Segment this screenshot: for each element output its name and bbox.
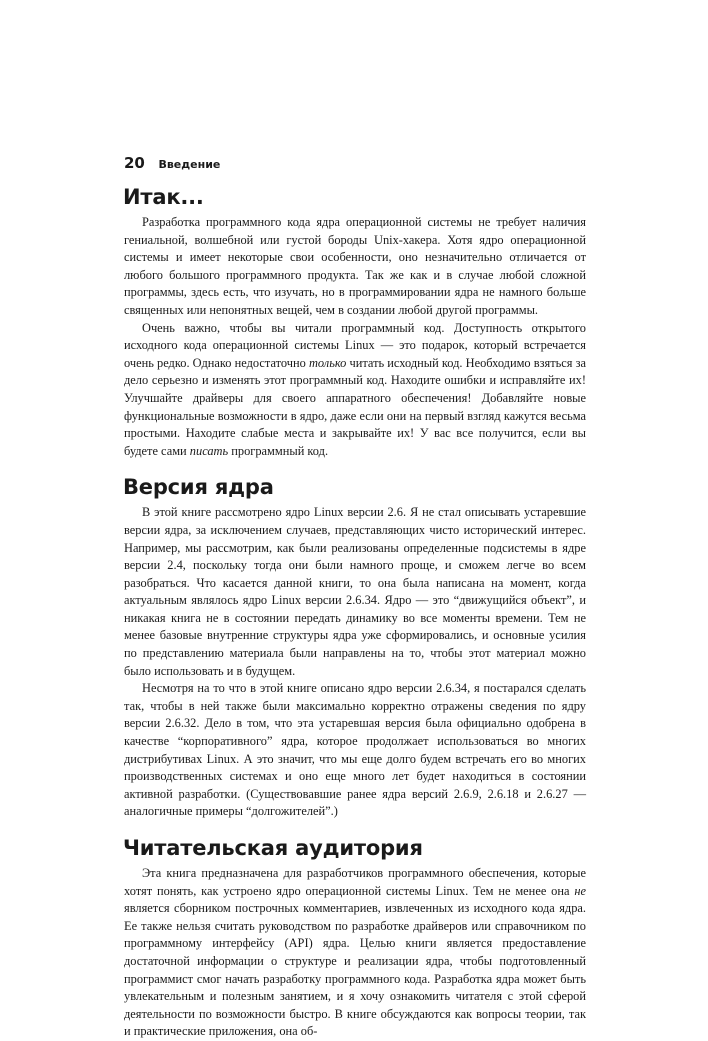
paragraph: Эта книга предназначена для разработчиков программного обеспечения, которые хотят понять, как устроено ядро операционной системы Linux. Тем не менее она не является сборником построчных комментариев, извлеченных из исходного кода ядра. Ее также нельзя считать руководством по разработке драйверов или справочником по программному интерфейсу (API) ядра. Целью книги является предоставление достаточной информации о структуре и реализации ядра, чтобы подготовленный программист смог начать разработку программного кода. Разработка ядра может быть увлекательным и полезным занятием, и я хочу ознакомить читателя с этой сферой деятельности по возможности быстро. В книге обсуждаются как вопросы теории, так и практические приложения, она об-	[124, 866, 586, 1039]
section-heading-audience: Читательская аудитория	[123, 836, 423, 860]
section-heading-itak: Итак...	[123, 185, 204, 209]
emphasis: не	[574, 883, 586, 898]
emphasis: писать	[189, 443, 229, 458]
page-number: 20	[124, 154, 145, 172]
paragraph: Разработка программного кода ядра операционной системы не требует наличия гениальной, волшебной или густой бороды Unix-хакера. Хотя ядро операционной системы и имеет некоторые свои особенности, оно незначительно отличается от любого большого программного продукта. Так же как и в случае любой сложной программы, здесь есть, что изучать, но в программировании ядра не намного больше священных или непонятных вещей, чем в создании любой другой программы.	[124, 215, 586, 317]
emphasis: только	[308, 355, 347, 370]
paragraph: Несмотря на то что в этой книге описано ядро версии 2.6.34, я постарался сделать так, чтобы в ней также были максимально корректно отражены сведения по ядру версии 2.6.32. Дело в том, что эта устаревшая версия была официально одобрена в качестве “корпоративного” ядра, которое продолжает использоваться во многих дистрибутивах Linux. А это значит, что мы еще долго будем встречать его во многих производственных системах и оно еще много лет будет находиться в состоянии активной разработки. (Существовавшие ранее ядра версий 2.6.9, 2.6.18 и 2.6.27 — аналогичные примеры “долгожителей”.)	[124, 681, 586, 819]
paragraph: Очень важно, чтобы вы читали программный код. Доступность открытого исходного кода операционной системы Linux — это подарок, который встречается очень редко. Однако недостаточно только читать исходный код. Необходимо взяться за дело серьезно и изменять этот программный код. Находите ошибки и исправляйте их! Улучшайте драйверы для своего аппаратного обеспечения! Добавляйте новые функциональные возможности в ядро, даже если они на первый взгляд кажутся весьма простыми. Находите слабые места и закрывайте их! У вас все получится, если вы будете сами писать программный код.	[124, 320, 586, 458]
running-head	[124, 154, 586, 172]
section-heading-kernel-version: Версия ядра	[123, 475, 274, 500]
book-page	[124, 154, 586, 1041]
paragraph: В этой книге рассмотрено ядро Linux версии 2.6. Я не стал описывать устаревшие версии ядра, за исключением случаев, представляющих чисто исторический интерес. Например, мы рассмотрим, как были реализованы определенные подсистемы в ядре версии 2.4, поскольку тогда они были намного проще, и сможем легче во всем разобраться. Что касается данной книги, то она была написана на момент, когда актуальным являлось ядро Linux версии 2.6.34. Ядро — это “движущийся объект”, и никакая книга не в состоянии передать динамику во все моменты времени. Тем не менее базовые внутренние структуры ядра уже сформировались, и основные усилия по представлению материала были направлены на то, чтобы этот материал можно было использовать и в будущем.	[124, 505, 586, 678]
chapter-title: Введение	[158, 158, 221, 171]
